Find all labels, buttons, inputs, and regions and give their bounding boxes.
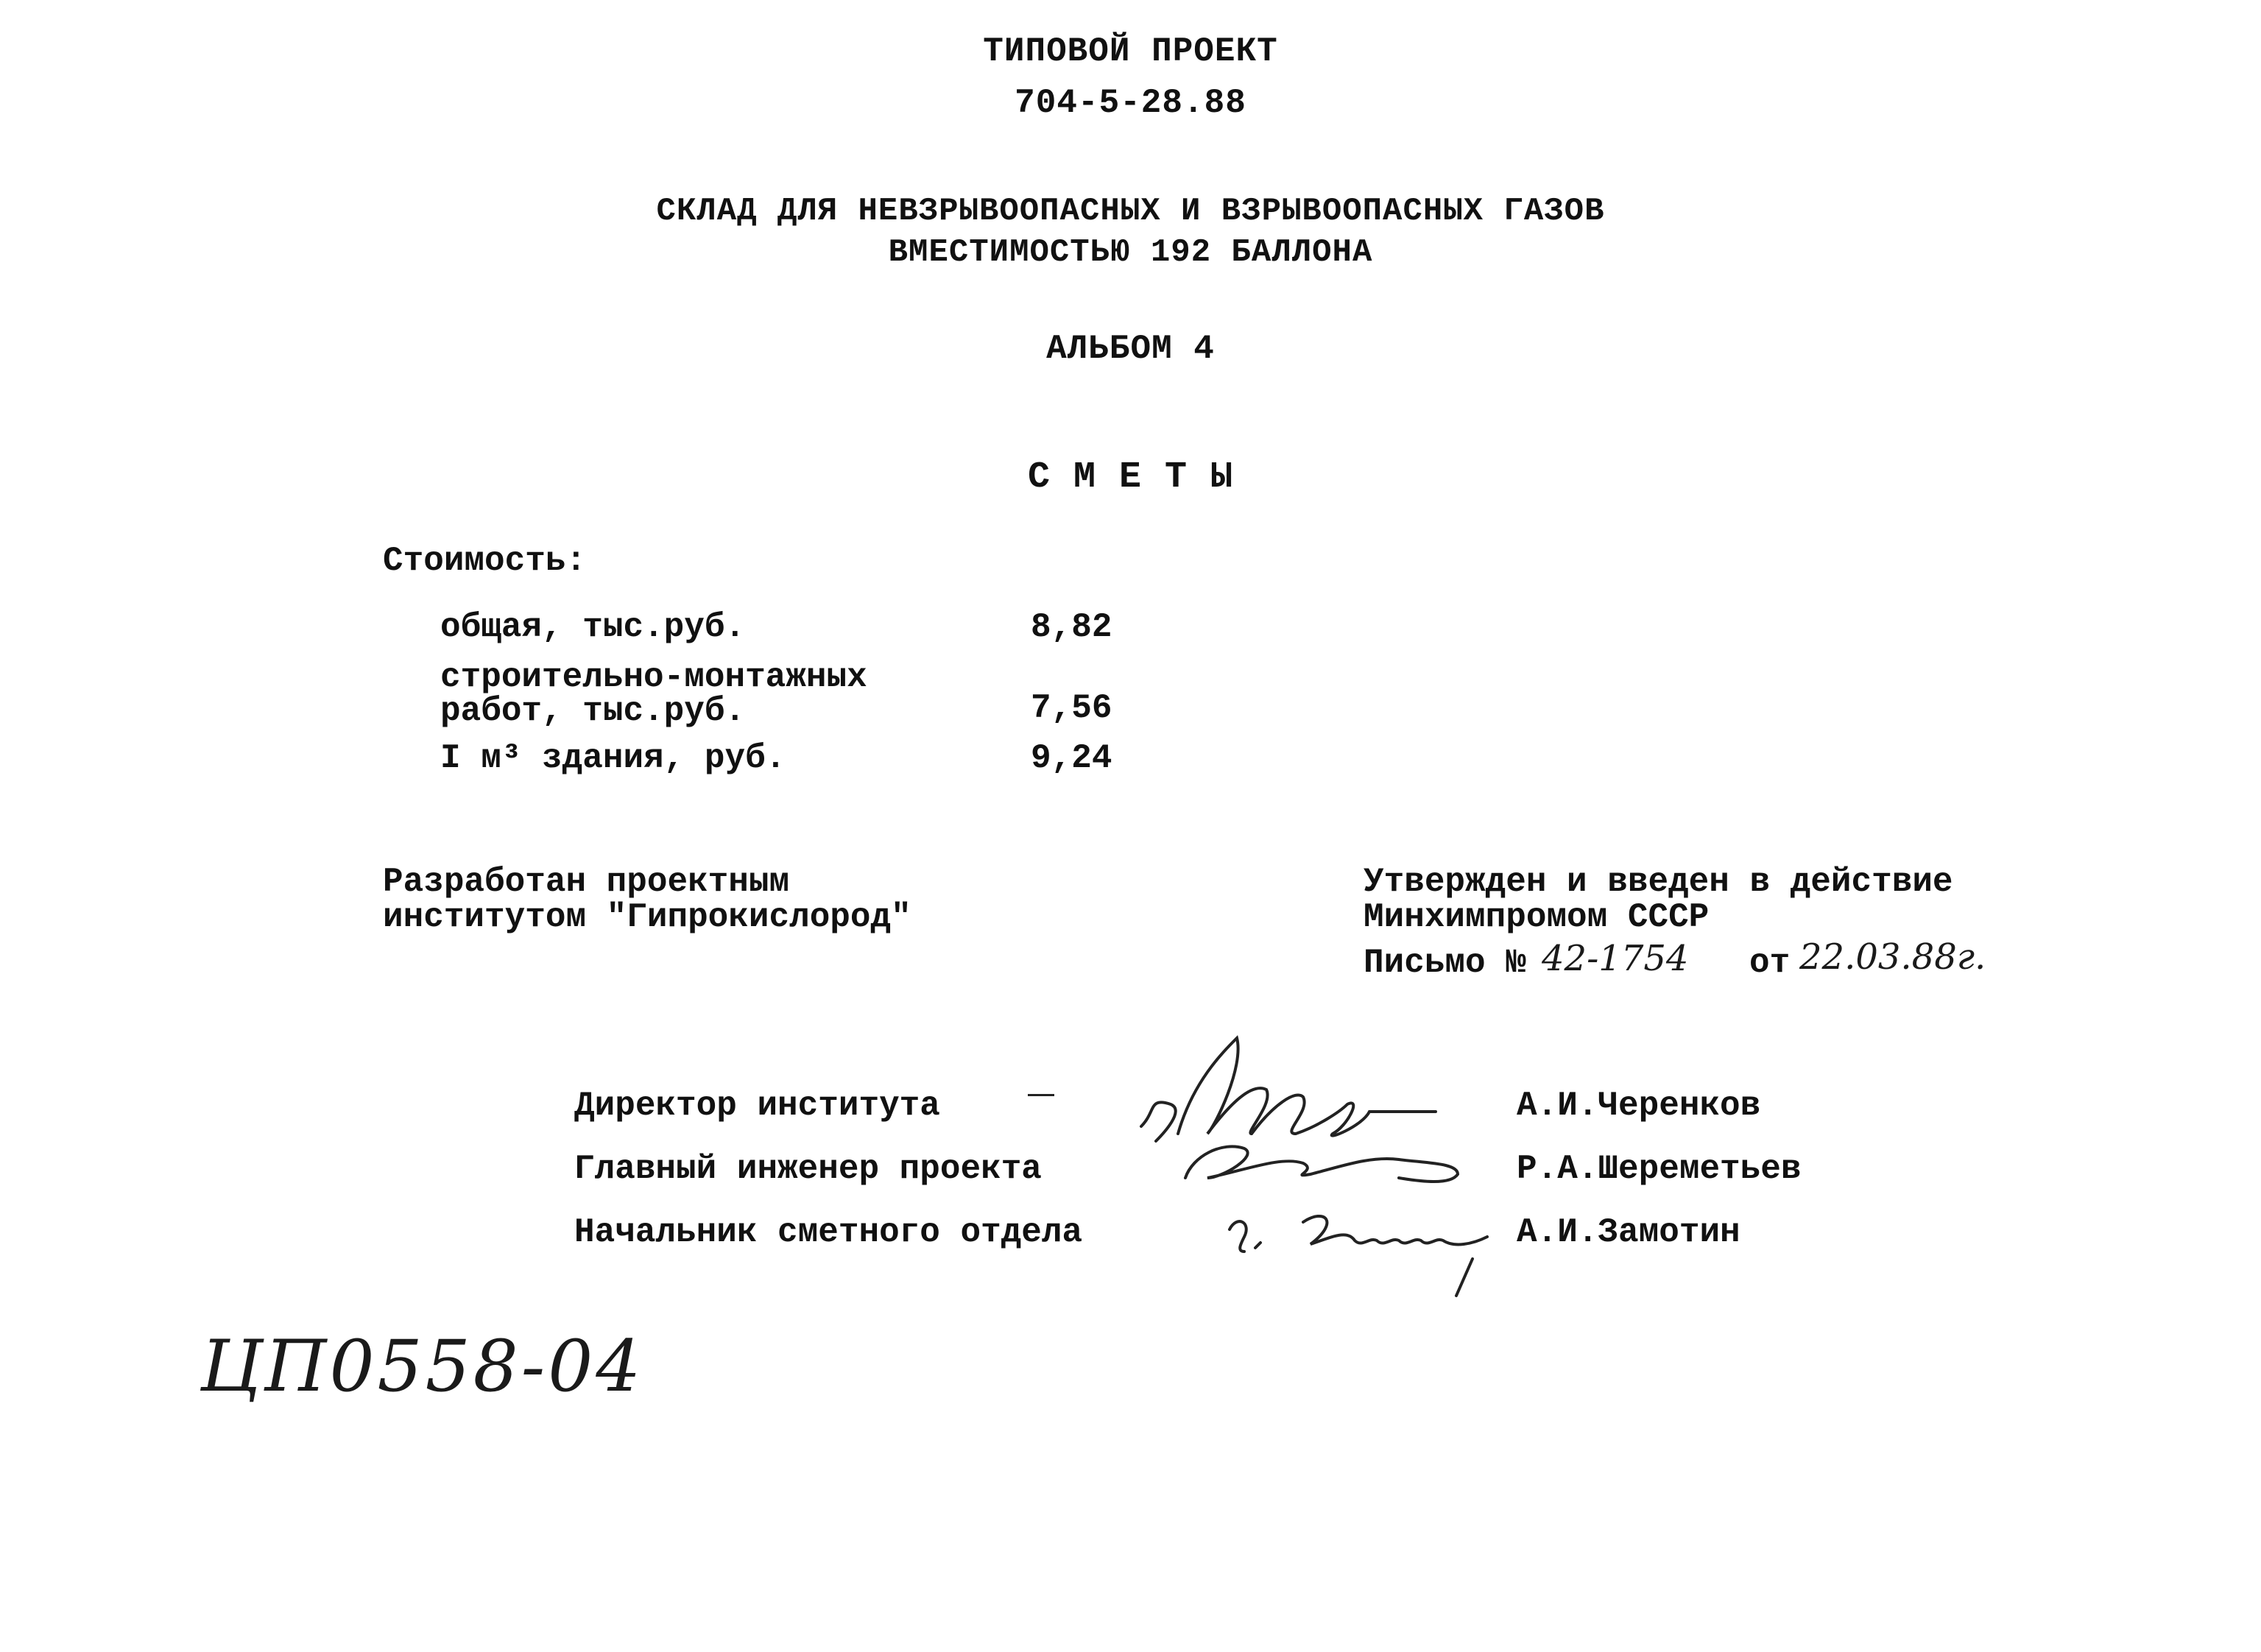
signature-role-director: Директор института [574,1087,940,1125]
signature-role-estimate-head: Начальник сметного отдела [574,1213,1083,1252]
album-label: АЛЬБОМ 4 [1046,330,1215,368]
signature-name-director: А.И.Черенков [1517,1087,1761,1125]
approval-date-prefix: от [1749,944,1791,982]
cost-heading: Стоимость: [383,542,587,580]
cost-row-construction-label-line2: работ, тыс.руб. [440,692,746,730]
approval-letter-prefix: Письмо № [1364,944,1526,982]
developer-line1: Разработан проектным [383,863,790,901]
signature-name-estimate-head: А.И.Замотин [1517,1213,1740,1252]
inventory-number: ЦП0558-04 [200,1325,644,1408]
cost-row-total-value: 8,82 [1031,608,1112,646]
dash-mark [1028,1094,1054,1096]
section-title: С М Е Т Ы [1027,456,1234,498]
cost-row-total-label: общая, тыс.руб. [440,608,746,646]
project-number: 704-5-28.88 [1015,84,1246,122]
approval-line1: Утвержден и введен в действие [1364,863,1953,901]
estimate-head-signature [1222,1200,1531,1303]
document-title-line1: СКЛАД ДЛЯ НЕВЗРЫВООПАСНЫХ И ВЗРЫВООПАСНЫХ ГАЗОВ [656,193,1605,230]
project-type: ТИПОВОЙ ПРОЕКТ [983,32,1278,71]
cost-row-construction-label-line1: строительно-монтажных [440,658,867,696]
document-title-line2: ВМЕСТИМОСТЬЮ 192 БАЛЛОНА [888,234,1373,271]
developer-line2: институтом "Гипрокислород" [383,898,911,936]
approval-letter-number: 42-1754 [1542,938,1689,979]
cost-row-construction-value: 7,56 [1031,689,1112,727]
signature-role-chief-engineer: Главный инженер проекта [574,1150,1042,1188]
chief-engineer-signature [1178,1126,1472,1193]
cost-row-per-m3-value: 9,24 [1031,739,1112,777]
cost-row-per-m3-label: I м³ здания, руб. [440,739,786,777]
approval-date: 22.03.88г. [1799,936,1986,978]
signature-name-chief-engineer: Р.А.Шереметьев [1517,1150,1802,1188]
approval-line2: Минхимпромом СССР [1364,898,1710,936]
